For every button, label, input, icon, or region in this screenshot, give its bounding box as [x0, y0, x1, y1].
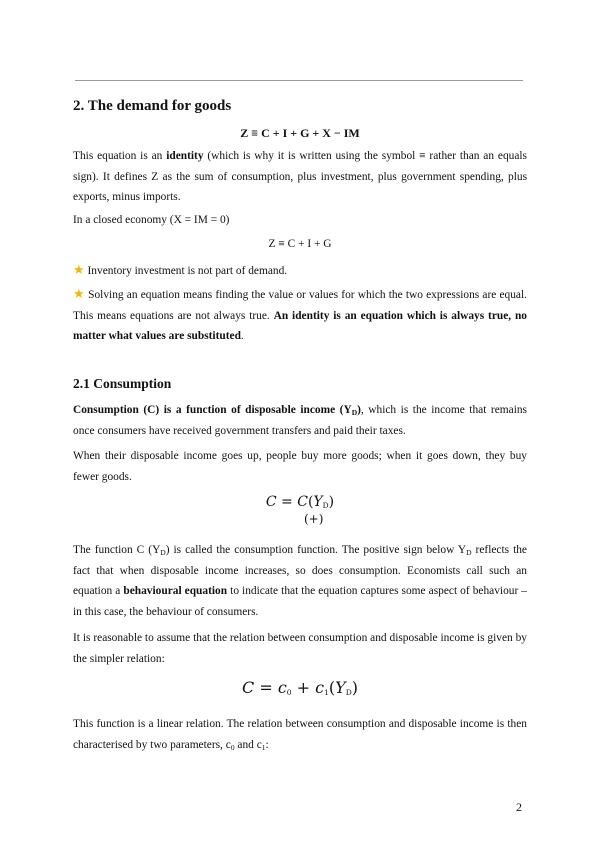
paragraph-identity: This equation is an identity (which is why it is written using the symbol ≡ rather than an equals sign). It defines Z as the sum of consumption, plus investment, plus government spending, plus exports, minus imports. [73, 150, 527, 204]
closed-economy-equation: Z ≡ C + I + G [268, 238, 332, 250]
paragraph-consumption-definition: Consumption (C) is a function of disposable income $(Y_D)$, which is the income that remains once consumers have received government transfers and paid their taxes. [73, 404, 527, 437]
paragraph-consumption-function: The function C $(Y_D)$ is called the consumption function. The positive sign below $Y_D$ reflects the fact that when disposable income increases, so does consumption. Economists call such an equation a behavioural equation to indicate that the equation captures some aspect of behaviour – in this case, the behaviour of consumers. [73, 544, 528, 618]
subsection-title: 2.1 Consumption [73, 376, 172, 391]
note-identity: ★ Solving an equation means finding the value or values for which the two expressions are equal. This means equations are not always true. An identity is an equation which is always true, no matter what values are substituted. [73, 286, 528, 343]
note-inventory: ★ Inventory investment is not part of demand. [73, 262, 288, 277]
paragraph-income-goods: When their disposable income goes up, people buy more goods; when it goes down, they buy fewer goods. [73, 450, 527, 483]
star-icon: ★ [73, 286, 85, 301]
section-title: 2. The demand for goods [73, 98, 232, 114]
page-number: 2 [516, 800, 522, 814]
consumption-function-equation: $C = C(Y_D)$ [265, 494, 335, 510]
star-icon: ★ [73, 262, 85, 277]
paragraph-simpler-relation: It is reasonable to assume that the relation between consumption and disposable income is given by the simpler relation: [73, 632, 527, 665]
closed-economy-line: In a closed economy (X = IM = 0) [73, 214, 230, 226]
linear-consumption-equation: $C = c_0 + c_1(Y_D)$ [242, 678, 358, 697]
header-rule [75, 80, 523, 81]
paragraph-linear-relation: This function is a linear relation. The relation between consumption and disposable income is then characterised by two parameters, $c_0$ and $c_1$: [73, 718, 527, 752]
positive-sign-label: (+) [304, 512, 324, 526]
identity-equation: Z ≡ C + I + G + X − IM [240, 126, 360, 140]
